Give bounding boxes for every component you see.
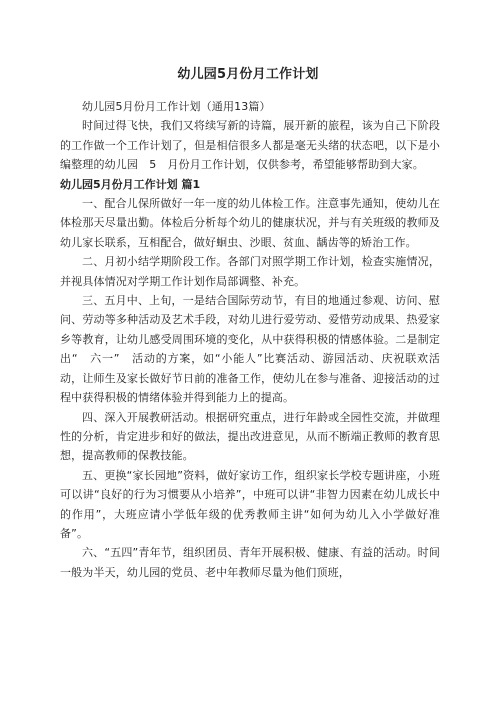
body-paragraph-6: 六、“五四”青年节，组织团员、青年开展积极、健康、有益的活动。时间一般为半天，幼儿园的党员、老中年教师尽量为他们顶班， [60, 546, 440, 579]
intro-paragraph: 时间过得飞快，我们又将续写新的诗篇，展开新的旅程，该为自己下阶段的工作做一个工作计划了，但是相信很多人都是毫无头绪的状态吧，以下是小编整理的幼儿园 5 月份月工作计划，仅供参考，希望能够帮助到大家。 [60, 119, 440, 172]
document-title: 幼儿园5月份月工作计划 [177, 67, 319, 82]
document-body [60, 97, 440, 582]
body-paragraph-3: 三、五月中、上旬，一是结合国际劳动节，有目的地通过参观、访问、慰问、劳动等多种活动及艺术手段，对幼儿进行爱劳动、爱惜劳动成果、热爱家乡等教育，让幼儿感受周围环境的变化，从中获得积极的情感体验。二是制定出“ 六一” 活动的方案，如“小能人”比赛活动、游园活动、庆祝联欢活动，让师生及家长做好节日前的准备工作，使幼儿在参与准备、迎接活动的过程中获得积极的情绪体验并得到能力上的提高。 [60, 294, 440, 405]
body-paragraph-1: 一、配合儿保所做好一年一度的幼儿体检工作。注意事先通知，使幼儿在体检那天尽量出勤。体检后分析每个幼儿的健康状况，并与有关班级的教师及幼儿家长联系，互相配合，做好蛔虫、沙眼、贫血、龋齿等的矫治工作。 [60, 197, 440, 249]
body-paragraph-4: 四、深入开展教研活动。根据研究重点，进行年龄或全园性交流，并做理性的分析，肯定进步和好的做法，提出改进意见，从而不断端正教师的教育思想，提高教师的保教技能。 [60, 410, 440, 463]
body-paragraph-2: 二、月初小结学期阶段工作。各部门对照学期工作计划，检查实施情况，并视具体情况对学期工作计划作局部调整、补充。 [60, 255, 440, 288]
section-heading: 幼儿园5月份月工作计划 篇1 [60, 177, 201, 191]
body-paragraph-5: 五、更换“家长园地”资料，做好家访工作，组织家长学校专题讲座，小班可以讲“良好的行为习惯要从小培养”，中班可以讲“非智力因素在幼儿成长中的作用”，大班应请小学低年级的优秀教师主讲“如何为幼儿入小学做好准备”。 [60, 468, 440, 540]
intro-line: 幼儿园5月份月工作计划（通用13篇） [82, 100, 271, 113]
